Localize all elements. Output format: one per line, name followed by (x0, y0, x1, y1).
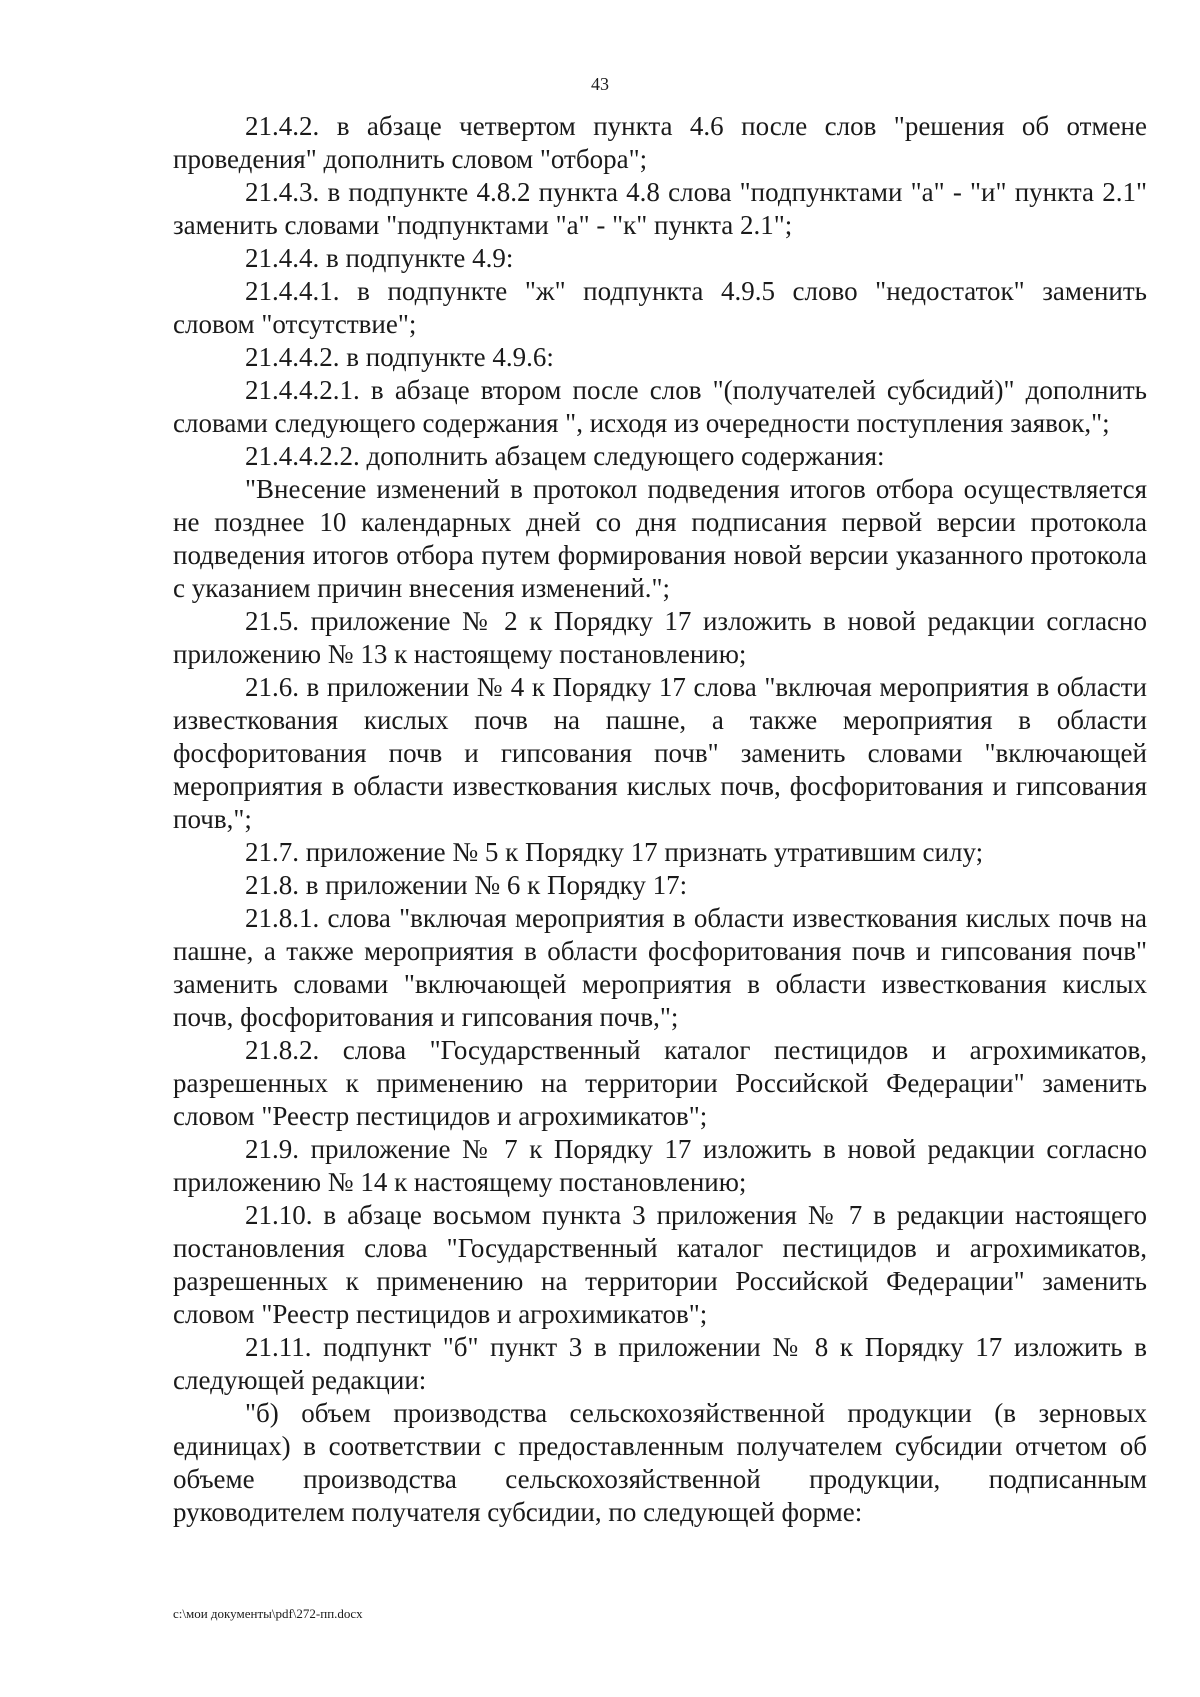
paragraph-21-9: 21.9. приложение № 7 к Порядку 17 изложить в новой редакции согласно приложению № 14 к настоящему постановлению; (173, 1134, 1147, 1197)
paragraph-quoted-subitem-b: "б) объем производства сельскохозяйственной продукции (в зерновых единицах) в соответствии с предоставленным получателем субсидии отчетом об объеме производства сельскохозяйственной продукции, подписанным руководителем получателя субсидии, по следующей форме: (173, 1398, 1147, 1527)
footer-file-path: c:\мои документы\pdf\272-пп.docx (173, 1606, 363, 1621)
page-number: 43 (591, 74, 609, 94)
paragraph-21-11: 21.11. подпункт "б" пункт 3 в приложении № 8 к Порядку 17 изложить в следующей редакции: (173, 1332, 1147, 1395)
paragraph-21-4-4-1: 21.4.4.1. в подпункте "ж" подпункта 4.9.5 слово "недостаток" заменить словом "отсутствие"; (173, 276, 1147, 339)
paragraph-21-4-4-2: 21.4.4.2. в подпункте 4.9.6: (245, 342, 554, 372)
paragraph-21-5: 21.5. приложение № 2 к Порядку 17 изложить в новой редакции согласно приложению № 13 к настоящему постановлению; (173, 606, 1147, 669)
paragraph-21-7: 21.7. приложение № 5 к Порядку 17 признать утратившим силу; (245, 837, 984, 867)
paragraph-21-10: 21.10. в абзаце восьмом пункта 3 приложения № 7 в редакции настоящего постановления слова "Государственный каталог пестицидов и агрохимикатов, разрешенных к применению на территории Российской Федерации" заменить словом "Реестр пестицидов и агрохимикатов"; (173, 1200, 1147, 1329)
paragraph-21-6: 21.6. в приложении № 4 к Порядку 17 слова "включая мероприятия в области известкования кислых почв на пашне, а также мероприятия в области фосфоритования почв и гипсования почв" заменить словами "включающей мероприятия в области известкования кислых почв, фосфоритования и гипсования почв,"; (173, 672, 1147, 834)
paragraph-21-8-2: 21.8.2. слова "Государственный каталог пестицидов и агрохимикатов, разрешенных к применению на территории Российской Федерации" заменить словом "Реестр пестицидов и агрохимикатов"; (173, 1035, 1147, 1131)
paragraph-quoted-protocol: "Внесение изменений в протокол подведения итогов отбора осуществляется не позднее 10 календарных дней со дня подписания первой версии протокола подведения итогов отбора путем формирования новой версии указанного протокола с указанием причин внесения изменений."; (173, 474, 1147, 603)
paragraph-21-4-2: 21.4.2. в абзаце четвертом пункта 4.6 после слов "решения об отмене проведения" дополнить словом "отбора"; (173, 111, 1147, 174)
paragraph-21-4-3: 21.4.3. в подпункте 4.8.2 пункта 4.8 слова "подпунктами "а" - "и" пункта 2.1" заменить словами "подпунктами "а" - "к" пункта 2.1"; (173, 177, 1147, 240)
paragraph-21-4-4-2-1: 21.4.4.2.1. в абзаце втором после слов "(получателей субсидий)" дополнить словами следующего содержания ", исходя из очередности поступления заявок,"; (173, 375, 1147, 438)
document-body (173, 110, 1147, 1529)
paragraph-21-8-1: 21.8.1. слова "включая мероприятия в области известкования кислых почв на пашне, а также мероприятия в области фосфоритования почв и гипсования почв" заменить словами "включающей мероприятия в области известкования кислых почв, фосфоритования и гипсования почв,"; (173, 903, 1147, 1032)
paragraph-21-4-4-2-2: 21.4.4.2.2. дополнить абзацем следующего содержания: (245, 441, 885, 471)
paragraph-21-8: 21.8. в приложении № 6 к Порядку 17: (245, 870, 688, 900)
paragraph-21-4-4: 21.4.4. в подпункте 4.9: (245, 243, 514, 273)
